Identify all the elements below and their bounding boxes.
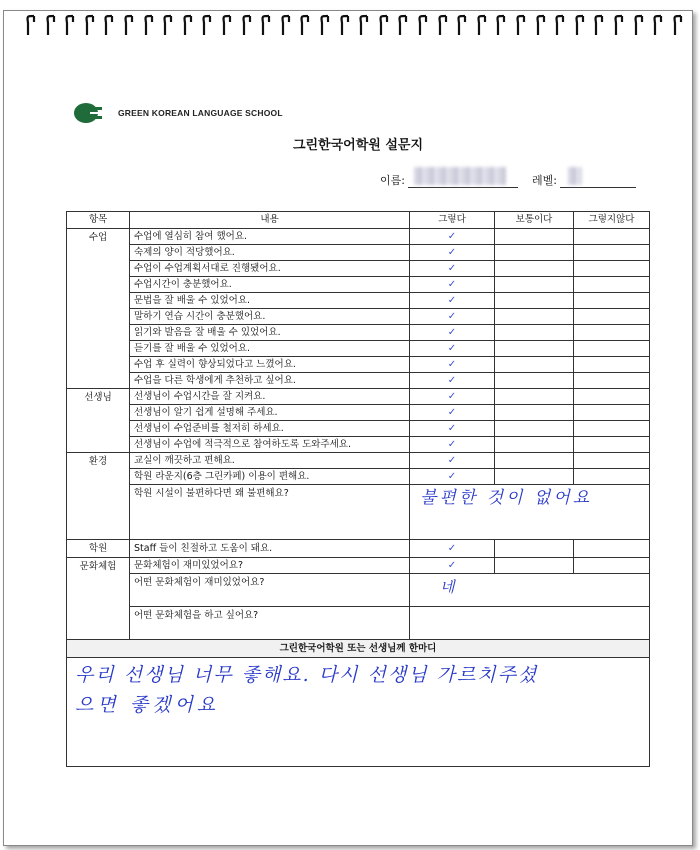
spiral-ring-icon [163,13,173,37]
spiral-ring-icon [614,13,624,37]
answer-cell[interactable] [495,373,574,389]
spiral-ring-icon [496,13,506,37]
category-cell: 문화체험 [67,558,130,640]
answer-cell[interactable] [410,245,495,261]
check-mark-icon: ✓ [447,230,457,242]
answer-cell[interactable] [410,421,495,437]
answer-cell[interactable] [574,293,650,309]
column-header: 항목 [67,212,130,229]
answer-cell[interactable] [574,357,650,373]
spiral-ring-icon [653,13,663,37]
question-cell: 학원 라운지(6층 그린카페) 이용이 편해요. [130,469,410,485]
answer-cell[interactable] [574,229,650,245]
table-header-row [67,212,650,229]
check-mark-icon: ✓ [447,326,457,338]
question-cell: 읽기와 발음을 잘 배울 수 있었어요. [130,325,410,341]
redacted-name [414,167,506,185]
spiral-ring-icon [575,13,585,37]
table-row [67,469,650,485]
answer-cell[interactable] [495,277,574,293]
answer-cell[interactable] [574,245,650,261]
comment-header: 그린한국어학원 또는 선생님께 한마디 [67,640,650,658]
handwritten-comment-line: 우리 선생님 너무 좋해요. 다시 선생님 가르치주셨 [75,664,539,686]
comment-box[interactable] [67,658,650,767]
answer-cell[interactable] [574,277,650,293]
answer-cell[interactable] [495,389,574,405]
spiral-ring-icon [536,13,546,37]
table-row [67,357,650,373]
spiral-ring-icon [477,13,487,37]
spiral-ring-icon [555,13,565,37]
answer-cell[interactable] [410,309,495,325]
table-row [67,261,650,277]
answer-cell[interactable] [410,341,495,357]
question-cell: 문화체험이 재미있었어요? [130,558,410,574]
answer-cell[interactable] [410,357,495,373]
answer-cell[interactable] [574,437,650,453]
table-row [67,373,650,389]
spiral-ring-icon [242,13,252,37]
answer-cell[interactable] [495,357,574,373]
table-row [67,245,650,261]
check-mark-icon: ✓ [447,342,457,354]
answer-cell[interactable] [495,309,574,325]
question-cell: 선생님이 수업준비를 철저히 하세요. [130,421,410,437]
answer-cell[interactable] [495,453,574,469]
question-cell: 수업시간이 충분했어요. [130,277,410,293]
open-response-cell[interactable] [410,485,650,540]
check-mark-icon: ✓ [447,559,457,571]
spiral-ring-icon [340,13,350,37]
spiral-ring-icon [379,13,389,37]
level-field[interactable] [532,172,636,188]
table-row [67,341,650,357]
spiral-ring-icon [222,13,232,37]
answer-cell[interactable] [574,453,650,469]
spiral-ring-icon [398,13,408,37]
survey-table [66,211,650,767]
answer-cell[interactable] [410,261,495,277]
spiral-ring-icon [300,13,310,37]
answer-cell[interactable] [574,341,650,357]
answer-cell[interactable] [574,469,650,485]
check-mark-icon: ✓ [447,470,457,482]
question-cell: 말하기 연습 시간이 충분했어요. [130,309,410,325]
spiral-ring-icon [144,13,154,37]
check-mark-icon: ✓ [447,406,457,418]
table-row [67,325,650,341]
answer-cell[interactable] [574,261,650,277]
answer-cell[interactable] [410,373,495,389]
table-row [67,229,650,245]
spiral-ring-icon [457,13,467,37]
answer-cell[interactable] [495,421,574,437]
answer-cell[interactable] [410,558,495,574]
answer-cell[interactable] [495,469,574,485]
spiral-binding [26,11,686,41]
comment-body-row [67,658,650,767]
handwritten-response: 불편한 것이 없어요 [420,488,593,508]
spiral-ring-icon [183,13,193,37]
table-row [67,389,650,405]
answer-cell[interactable] [495,229,574,245]
question-cell: 교실이 깨끗하고 편해요. [130,453,410,469]
question-cell: 듣기를 잘 배울 수 있었어요. [130,341,410,357]
answer-cell[interactable] [574,421,650,437]
spiral-ring-icon [438,13,448,37]
category-cell: 선생님 [67,389,130,453]
check-mark-icon: ✓ [447,438,457,450]
open-response-cell[interactable] [410,574,650,607]
answer-cell[interactable] [410,540,495,558]
answer-cell[interactable] [495,245,574,261]
spiral-ring-icon [65,13,75,37]
green-korean-logo-icon [74,103,110,123]
question-cell: 선생님이 수업시간을 잘 지켜요. [130,389,410,405]
answer-cell[interactable] [495,325,574,341]
spiral-ring-icon [320,13,330,37]
check-mark-icon: ✓ [447,390,457,402]
table-row [67,453,650,469]
table-row [67,558,650,574]
answer-cell[interactable] [574,373,650,389]
category-cell: 학원 [67,540,130,558]
column-header: 그렇다 [410,212,495,229]
table-row [67,405,650,421]
spiral-ring-icon [46,13,56,37]
spiral-ring-icon [673,13,683,37]
check-mark-icon: ✓ [447,358,457,370]
answer-cell[interactable] [495,540,574,558]
check-mark-icon: ✓ [447,542,457,554]
table-row [67,421,650,437]
redacted-level [568,167,582,185]
spiral-ring-icon [359,13,369,37]
column-header: 그렇지않다 [574,212,650,229]
table-row [67,540,650,558]
spiral-ring-icon [124,13,134,37]
column-header: 보통이다 [495,212,574,229]
answer-cell[interactable] [410,469,495,485]
check-mark-icon: ✓ [447,262,457,274]
question-cell: 문법을 잘 배울 수 있었어요. [130,293,410,309]
comment-header-row [67,640,650,658]
table-row [67,293,650,309]
answer-cell[interactable] [410,325,495,341]
school-name: GREEN KOREAN LANGUAGE SCHOOL [118,108,283,118]
answer-cell[interactable] [574,325,650,341]
check-mark-icon: ✓ [447,374,457,386]
handwritten-response: 네 [440,578,455,596]
answer-cell[interactable] [574,540,650,558]
spiral-ring-icon [261,13,271,37]
question-cell: 숙제의 양이 적당했어요. [130,245,410,261]
check-mark-icon: ✓ [447,422,457,434]
column-header: 내용 [130,212,410,229]
answer-cell[interactable] [574,389,650,405]
level-label: 레벨: [532,174,557,187]
spiral-ring-icon [85,13,95,37]
open-response-cell[interactable] [410,607,650,640]
answer-cell[interactable] [495,437,574,453]
check-mark-icon: ✓ [447,294,457,306]
answer-cell[interactable] [410,437,495,453]
open-question-row [67,574,650,607]
table-row [67,309,650,325]
question-cell: 수업을 다른 학생에게 추천하고 싶어요. [130,373,410,389]
survey-title: 그린한국어학원 설문지 [292,138,424,153]
answer-cell[interactable] [495,293,574,309]
answer-cell[interactable] [410,389,495,405]
open-question-row [67,485,650,540]
spiral-ring-icon [104,13,114,37]
answer-cell[interactable] [495,405,574,421]
category-cell: 수업 [67,229,130,389]
question-cell: 선생님이 알기 쉽게 설명해 주세요. [130,405,410,421]
table-row [67,277,650,293]
answer-cell[interactable] [495,261,574,277]
question-cell: Staff 들이 친절하고 도움이 돼요. [130,540,410,558]
answer-cell[interactable] [410,405,495,421]
check-mark-icon: ✓ [447,310,457,322]
name-field[interactable] [380,172,518,188]
spiral-ring-icon [26,13,36,37]
spiral-ring-icon [516,13,526,37]
table-row [67,437,650,453]
open-question-cell: 어떤 문화체험을 하고 싶어요? [130,607,410,640]
answer-cell[interactable] [574,558,650,574]
name-label: 이름: [380,174,405,187]
spiral-ring-icon [594,13,604,37]
school-logo [74,103,283,123]
spiral-ring-icon [418,13,428,37]
open-question-row [67,607,650,640]
question-cell: 수업에 열심히 참여 했어요. [130,229,410,245]
answer-cell[interactable] [410,229,495,245]
answer-cell[interactable] [410,277,495,293]
answer-cell[interactable] [410,293,495,309]
answer-cell[interactable] [574,309,650,325]
notebook-page [3,10,693,846]
spiral-ring-icon [202,13,212,37]
answer-cell[interactable] [410,453,495,469]
answer-cell[interactable] [495,341,574,357]
answer-cell[interactable] [574,405,650,421]
check-mark-icon: ✓ [447,278,457,290]
handwritten-comment-line: 으면 좋겠어요 [75,694,220,716]
question-cell: 선생님이 수업에 적극적으로 참여하도록 도와주세요. [130,437,410,453]
category-cell: 환경 [67,453,130,540]
open-question-cell: 어떤 문화체험이 재미있었어요? [130,574,410,607]
open-question-cell: 학원 시설이 불편하다면 왜 불편해요? [130,485,410,540]
spiral-ring-icon [281,13,291,37]
spiral-ring-icon [634,13,644,37]
answer-cell[interactable] [495,558,574,574]
check-mark-icon: ✓ [447,454,457,466]
question-cell: 수업이 수업계획서대로 진행됐어요. [130,261,410,277]
question-cell: 수업 후 실력이 향상되었다고 느꼈어요. [130,357,410,373]
check-mark-icon: ✓ [447,246,457,258]
